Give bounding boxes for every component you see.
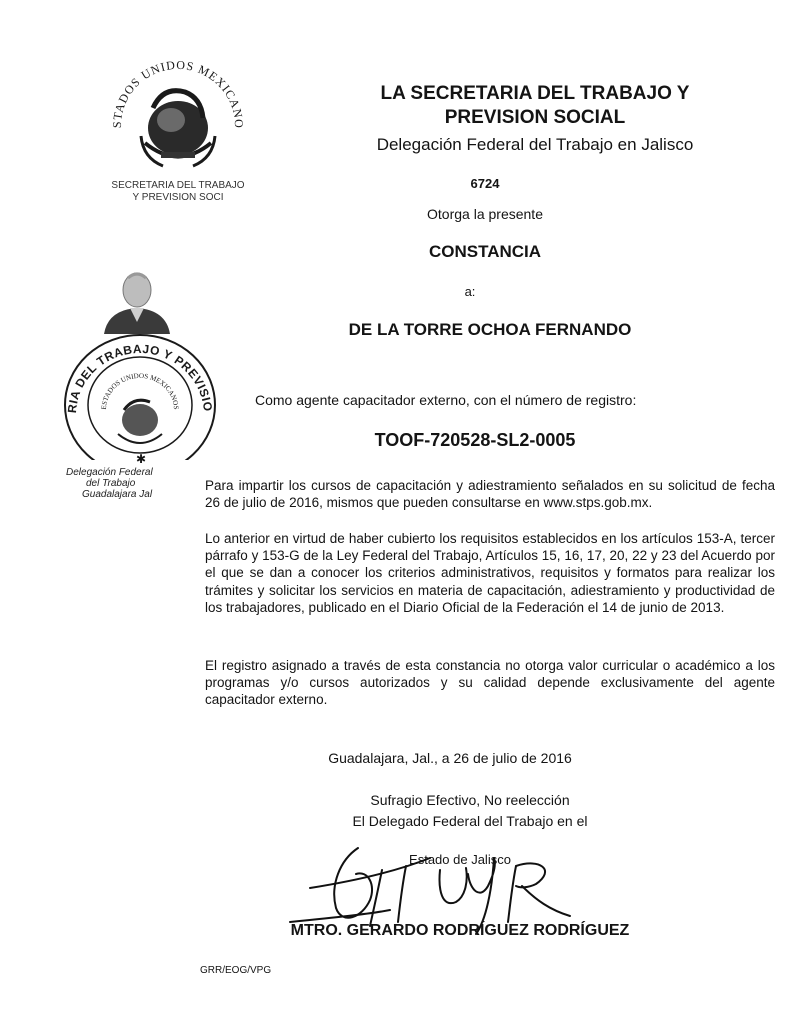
to-label: a: [464,284,476,299]
grants-text: Otorga la presente [427,206,543,222]
position-line1: El Delegado Federal del Trabajo en el [352,813,588,829]
registration-number: TOOF-720528-SL2-0005 [374,430,576,450]
stamp-caption-line3: Guadalajara Jal [82,489,153,500]
stamp-caption-line1: Delegación Federal [66,467,153,478]
national-seal [103,48,253,180]
document-type: CONSTANCIA [428,242,542,261]
agent-text: Como agente capacitador externo, con el número de registro: [255,392,637,408]
star-icon: ✱ [136,452,147,466]
stamp-ring-text: RIA DEL TRABAJO Y PREVISIO [64,341,216,414]
seal-caption-line1: SECRETARIA DEL TRABAJO [111,180,245,191]
place-date: Guadalajara, Jal., a 26 de julio de 2016 [328,750,572,766]
position-line2: Estado de Jalisco [409,852,511,867]
initials: GRR/EOG/VPG [200,965,272,976]
stamp-eagle-icon [118,400,162,443]
stamp-inner-text: ESTADOS UNIDOS MEXICANOS [99,371,181,410]
page-title-line1: LA SECRETARIA DEL TRABAJO Y [380,83,690,104]
official-stamp [60,330,220,460]
signer-name: MTRO. GERARDO RODRÍGUEZ RODRÍGUEZ [290,922,630,939]
motto: Sufragio Efectivo, No reelección [370,792,570,808]
recipient-name: DE LA TORRE OCHOA FERNANDO [348,320,632,339]
paragraph-disclaimer: El registro asignado a través de esta constancia no otorga valor curricular o académico a los programas y/o cursos autorizados y su calidad depende exclusivamente del agente capacitador externo. [205,658,775,708]
eagle-emblem-icon [141,91,215,166]
stamp-caption-line2: del Trabajo [86,478,136,489]
paragraph-legal-basis: Lo anterior en virtud de haber cubierto los requisitos establecidos en los artículos 153-A, tercer párrafo y 153-G de la Ley Federal del Trabajo, Artículos 15, 16, 17, 20, 22 y 23 del Acuerdo por el que se dan a conocer los criterios administrativos, requisitos y formatos para realizar los trámites y solicitar los servicios en materia de capacitación, adiestramiento y productividad de los trabajadores, publicado en el Diario Oficial de la Federación el 14 de junio de 2013. [205,531,775,615]
document-number: 6724 [470,176,500,191]
recipient-photo [102,264,172,334]
seal-ring-text: STADOS UNIDOS MEXICANO [109,57,247,130]
seal-caption-line2: Y PREVISION SOCI [132,192,224,203]
page-title-line2: PREVISION SOCIAL [444,107,626,128]
paragraph-purpose: Para impartir los cursos de capacitación y adiestramiento señalados en su solicitud de fecha 26 de julio de 2016, mismos que pueden consultarse en www.stps.gob.mx. [205,478,775,510]
page-subtitle: Delegación Federal del Trabajo en Jalisco [376,135,694,154]
